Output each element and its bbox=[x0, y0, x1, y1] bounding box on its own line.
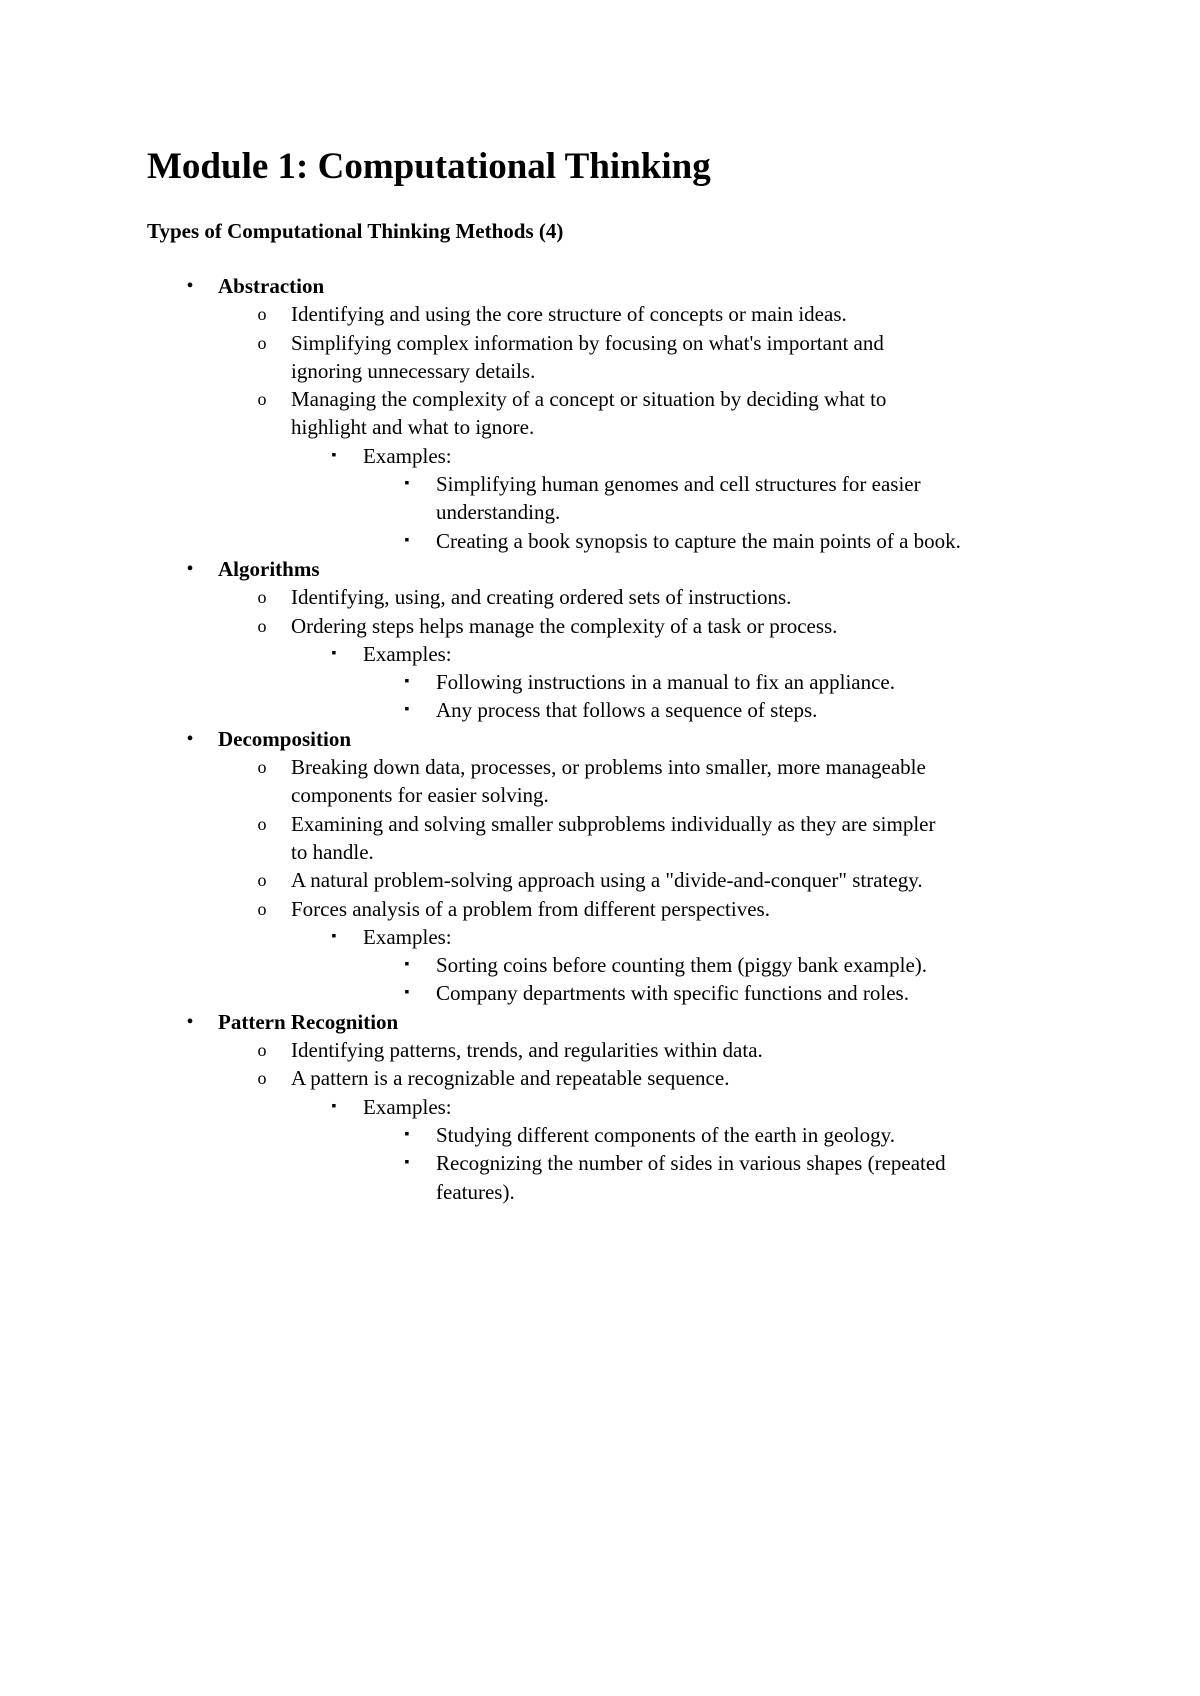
outline-line-level-2 bbox=[0, 583, 1200, 611]
outline-line-level-3 bbox=[0, 1093, 1200, 1121]
outline-text: Following instructions in a manual to fix an appliance. bbox=[436, 670, 895, 695]
outline-text: Recognizing the number of sides in various shapes (repeated bbox=[436, 1151, 946, 1176]
bullet-marker-icon: ▪ bbox=[331, 447, 337, 463]
bullet-marker-icon: o bbox=[257, 813, 267, 834]
outline-text: Pattern Recognition bbox=[218, 1009, 399, 1034]
bullet-marker-icon: o bbox=[257, 587, 267, 608]
outline-line-level-4 bbox=[0, 1149, 1200, 1177]
outline-text: Identifying and using the core structure of concepts or main ideas. bbox=[291, 302, 847, 327]
outline-text: highlight and what to ignore. bbox=[291, 415, 535, 440]
page-title: Module 1: Computational Thinking bbox=[147, 146, 711, 187]
bullet-marker-icon: • bbox=[186, 557, 194, 580]
outline-text: Identifying patterns, trends, and regularities within data. bbox=[291, 1038, 763, 1063]
outline-text: Algorithms bbox=[218, 556, 320, 581]
bullet-marker-icon: ▪ bbox=[331, 928, 337, 944]
outline-line-level-2 bbox=[0, 838, 1200, 866]
outline-text: Breaking down data, processes, or problems into smaller, more manageable bbox=[291, 755, 926, 780]
bullet-marker-icon: ▪ bbox=[331, 1098, 337, 1114]
outline-line-level-2 bbox=[0, 612, 1200, 640]
outline-line-level-3 bbox=[0, 442, 1200, 470]
bullet-marker-icon: ▪ bbox=[404, 957, 410, 973]
outline-line-level-4 bbox=[0, 1178, 1200, 1206]
bullet-marker-icon: • bbox=[186, 275, 194, 297]
bullet-marker-icon: ▪ bbox=[404, 1155, 410, 1171]
bullet-marker-icon: ▪ bbox=[404, 1126, 410, 1142]
outline-text: to handle. bbox=[291, 839, 374, 864]
outline-line-level-4 bbox=[0, 498, 1200, 526]
outline-line-level-1 bbox=[0, 725, 1200, 753]
outline-text: Identifying, using, and creating ordered sets of instructions. bbox=[291, 585, 792, 610]
outline-text: Company departments with specific functions and roles. bbox=[436, 981, 909, 1006]
outline-text: A natural problem-solving approach using a "divide-and-conquer" strategy. bbox=[291, 868, 923, 893]
bullet-marker-icon: • bbox=[186, 727, 194, 750]
outline-text: Examples: bbox=[363, 641, 452, 666]
outline-line-level-2 bbox=[0, 1036, 1200, 1064]
outline-line-level-2 bbox=[0, 781, 1200, 809]
outline-line-level-2 bbox=[0, 413, 1200, 441]
outline-line-level-4 bbox=[0, 696, 1200, 724]
outline-text: Abstraction bbox=[218, 274, 325, 298]
section-heading: Types of Computational Thinking Methods (4) bbox=[147, 219, 564, 243]
bullet-marker-icon: o bbox=[257, 870, 267, 891]
outline-line-level-2 bbox=[0, 866, 1200, 894]
outline-text: understanding. bbox=[436, 500, 561, 525]
outline-line-level-2 bbox=[0, 357, 1200, 385]
outline-text: Managing the complexity of a concept or situation by deciding what to bbox=[291, 387, 887, 412]
outline-line-level-2 bbox=[0, 810, 1200, 838]
bullet-marker-icon: o bbox=[257, 615, 267, 636]
bullet-outline bbox=[0, 272, 1200, 1206]
outline-text: Examples: bbox=[363, 443, 452, 468]
outline-line-level-4 bbox=[0, 951, 1200, 979]
bullet-marker-icon: ▪ bbox=[404, 476, 410, 492]
outline-line-level-2 bbox=[0, 1064, 1200, 1092]
bullet-marker-icon: o bbox=[257, 304, 267, 325]
bullet-marker-icon: ▪ bbox=[404, 702, 410, 718]
outline-line-level-4 bbox=[0, 668, 1200, 696]
bullet-marker-icon: o bbox=[257, 389, 267, 410]
outline-text: components for easier solving. bbox=[291, 783, 549, 808]
outline-text: Decomposition bbox=[218, 726, 351, 751]
bullet-marker-icon: ▪ bbox=[404, 532, 410, 548]
outline-line-level-2 bbox=[0, 300, 1200, 328]
bullet-marker-icon: o bbox=[257, 1068, 267, 1089]
outline-line-level-1 bbox=[0, 272, 1200, 300]
outline-text: Ordering steps helps manage the complexity of a task or process. bbox=[291, 613, 838, 638]
outline-text: Sorting coins before counting them (piggy bank example). bbox=[436, 953, 928, 978]
outline-line-level-4 bbox=[0, 470, 1200, 498]
outline-text: ignoring unnecessary details. bbox=[291, 358, 536, 383]
bullet-marker-icon: ▪ bbox=[404, 985, 410, 1001]
outline-line-level-3 bbox=[0, 923, 1200, 951]
outline-text: Examining and solving smaller subproblems individually as they are simpler bbox=[291, 811, 936, 836]
outline-text: features). bbox=[436, 1179, 515, 1204]
outline-line-level-4 bbox=[0, 979, 1200, 1007]
bullet-marker-icon: • bbox=[186, 1010, 194, 1033]
bullet-marker-icon: ▪ bbox=[404, 674, 410, 690]
outline-line-level-4 bbox=[0, 527, 1200, 555]
outline-line-level-2 bbox=[0, 753, 1200, 781]
outline-text: Simplifying human genomes and cell structures for easier bbox=[436, 472, 921, 497]
outline-text: Forces analysis of a problem from different perspectives. bbox=[291, 896, 770, 921]
outline-line-level-2 bbox=[0, 895, 1200, 923]
outline-line-level-1 bbox=[0, 1008, 1200, 1036]
outline-line-level-2 bbox=[0, 385, 1200, 413]
outline-text: Examples: bbox=[363, 924, 452, 949]
outline-line-level-4 bbox=[0, 1121, 1200, 1149]
outline-text: Examples: bbox=[363, 1094, 452, 1119]
outline-text: Studying different components of the earth in geology. bbox=[436, 1122, 895, 1147]
outline-line-level-2 bbox=[0, 329, 1200, 357]
outline-line-level-3 bbox=[0, 640, 1200, 668]
outline-text: Creating a book synopsis to capture the main points of a book. bbox=[436, 528, 961, 553]
bullet-marker-icon: o bbox=[257, 332, 267, 353]
bullet-marker-icon: o bbox=[257, 1040, 267, 1061]
bullet-marker-icon: o bbox=[257, 898, 267, 919]
bullet-marker-icon: ▪ bbox=[331, 645, 337, 661]
outline-text: Simplifying complex information by focusing on what's important and bbox=[291, 330, 884, 355]
outline-line-level-1 bbox=[0, 555, 1200, 583]
bullet-marker-icon: o bbox=[257, 757, 267, 778]
outline-text: Any process that follows a sequence of steps. bbox=[436, 698, 818, 723]
outline-text: A pattern is a recognizable and repeatable sequence. bbox=[291, 1066, 730, 1091]
